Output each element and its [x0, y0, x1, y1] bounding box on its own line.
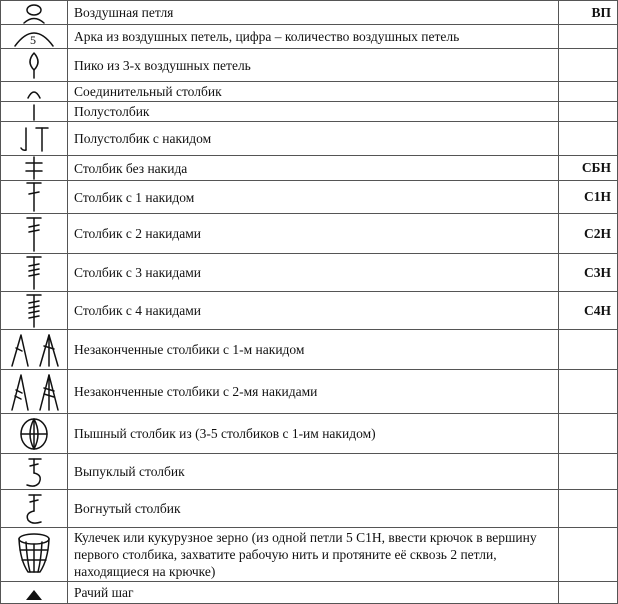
symbol-description: Выпуклый столбик: [68, 454, 559, 490]
slip-stitch-icon: [1, 82, 68, 102]
legend-row: [1, 528, 618, 582]
symbol-description: Воздушная петля: [68, 1, 559, 25]
legend-row: [1, 122, 618, 156]
legend-row: [1, 582, 618, 604]
symbol-abbreviation: [559, 49, 618, 82]
chain-arch-icon: [1, 25, 68, 49]
symbol-abbreviation: [559, 102, 618, 122]
symbol-description: Вогнутый столбик: [68, 490, 559, 528]
triple-treble-crochet-icon: [1, 292, 68, 330]
unfinished-dc-together-icon: [1, 330, 68, 370]
symbol-description: Арка из воздушных петель, цифра – количество воздушных петель: [68, 25, 559, 49]
legend-row: [1, 370, 618, 414]
legend-row: [1, 156, 618, 181]
chain-stitch-icon: [1, 1, 68, 25]
symbol-description: Пико из 3-х воздушных петель: [68, 49, 559, 82]
symbol-description: Незаконченные столбики с 1-м накидом: [68, 330, 559, 370]
popcorn-stitch-icon: [1, 528, 68, 582]
half-single-crochet-icon: [1, 102, 68, 122]
legend-row: [1, 254, 618, 292]
legend-row: [1, 454, 618, 490]
legend-row: [1, 181, 618, 214]
symbol-description: Столбик с 4 накидами: [68, 292, 559, 330]
symbol-abbreviation: [559, 370, 618, 414]
symbol-description: Столбик с 3 накидами: [68, 254, 559, 292]
symbol-abbreviation: СБН: [559, 156, 618, 181]
symbol-abbreviation: С3Н: [559, 254, 618, 292]
symbol-abbreviation: [559, 528, 618, 582]
symbol-abbreviation: ВП: [559, 1, 618, 25]
symbol-description: Соединительный столбик: [68, 82, 559, 102]
crab-stitch-icon: [1, 582, 68, 604]
symbol-description: Столбик с 1 накидом: [68, 181, 559, 214]
half-double-crochet-icon: [1, 122, 68, 156]
legend-row: [1, 330, 618, 370]
symbol-description: Кулечек или кукурузное зерно (из одной петли 5 С1Н, ввести крючок в вершину первого столбика, захватите рабочую нить и протяните её сквозь 2 петли, находящиеся на крючке): [68, 528, 559, 582]
symbol-description: Столбик без накида: [68, 156, 559, 181]
legend-row: [1, 292, 618, 330]
symbol-abbreviation: С4Н: [559, 292, 618, 330]
symbol-abbreviation: [559, 582, 618, 604]
symbol-description: Пышный столбик из (3-5 столбиков с 1-им накидом): [68, 414, 559, 454]
symbol-description: Незаконченные столбики с 2-мя накидами: [68, 370, 559, 414]
arch-count-label: 5: [30, 32, 36, 47]
symbol-abbreviation: [559, 25, 618, 49]
legend-row: [1, 25, 618, 49]
legend-row: [1, 49, 618, 82]
legend-row: [1, 414, 618, 454]
legend-row: [1, 82, 618, 102]
symbol-abbreviation: С2Н: [559, 214, 618, 254]
legend-row: [1, 214, 618, 254]
symbol-abbreviation: С1Н: [559, 181, 618, 214]
symbol-abbreviation: [559, 454, 618, 490]
symbol-abbreviation: [559, 414, 618, 454]
treble-crochet-icon: [1, 214, 68, 254]
symbol-abbreviation: [559, 490, 618, 528]
front-post-stitch-icon: [1, 454, 68, 490]
single-crochet-icon: [1, 156, 68, 181]
symbol-description: Рачий шаг: [68, 582, 559, 604]
unfinished-tr-together-icon: [1, 370, 68, 414]
symbol-description: Столбик с 2 накидами: [68, 214, 559, 254]
legend-row: [1, 102, 618, 122]
symbol-abbreviation: [559, 122, 618, 156]
puff-stitch-icon: [1, 414, 68, 454]
symbol-description: Полустолбик: [68, 102, 559, 122]
legend-row: [1, 1, 618, 25]
picot-icon: [1, 49, 68, 82]
symbol-description: Полустолбик с накидом: [68, 122, 559, 156]
legend-row: [1, 490, 618, 528]
symbol-abbreviation: [559, 330, 618, 370]
symbol-abbreviation: [559, 82, 618, 102]
back-post-stitch-icon: [1, 490, 68, 528]
double-treble-crochet-icon: [1, 254, 68, 292]
double-crochet-icon: [1, 181, 68, 214]
